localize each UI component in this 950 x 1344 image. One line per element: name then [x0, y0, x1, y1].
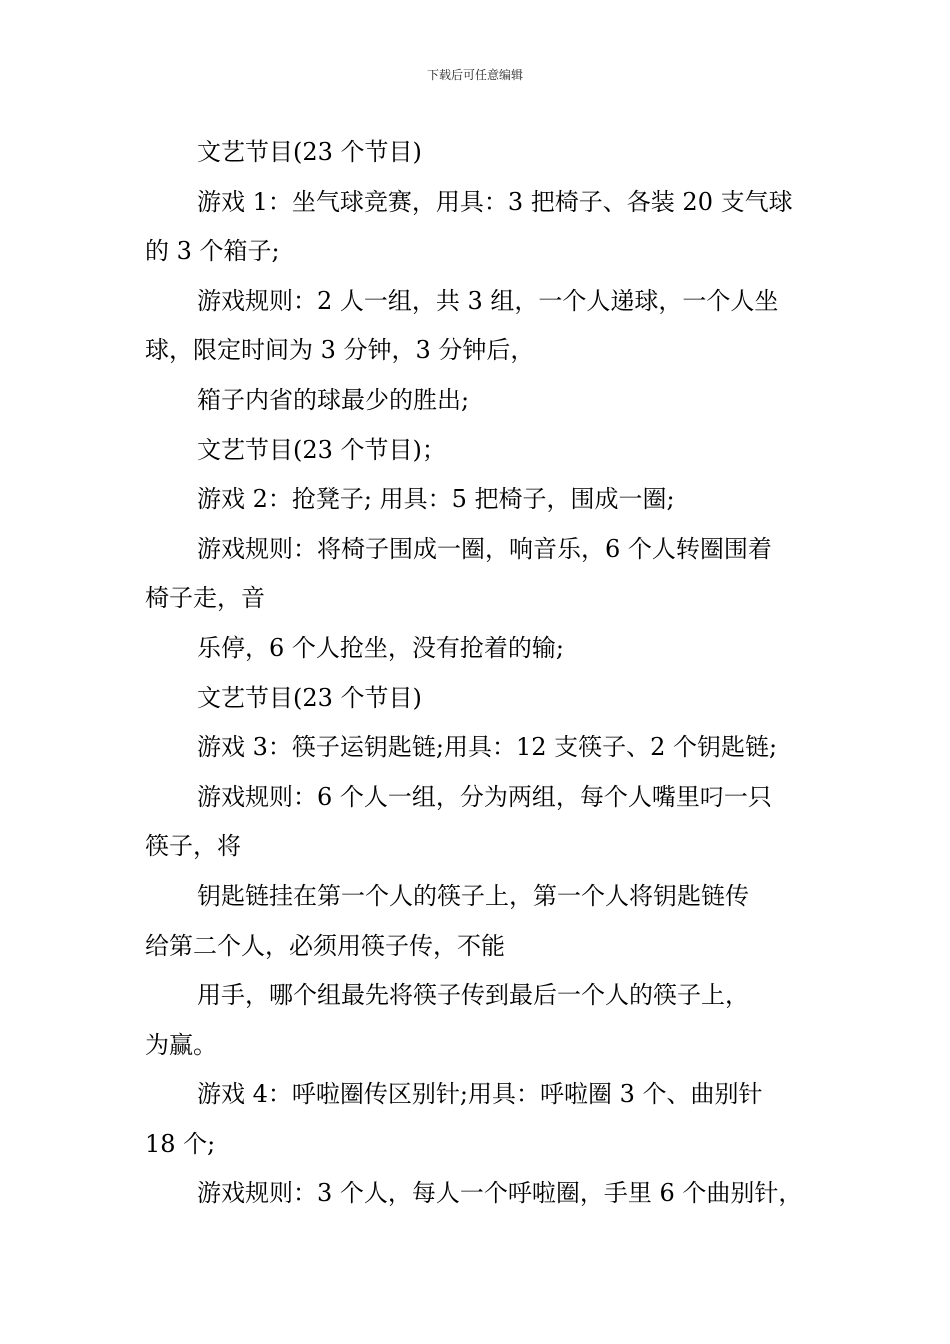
page-header: 下载后可任意编辑 [426, 68, 523, 82]
paragraph [145, 1169, 825, 1219]
paragraph [145, 475, 825, 525]
text-line: 游戏规则：2 人一组，共 3 组，一个人递球，一个人坐 [197, 286, 779, 315]
text-line: 文艺节目(23 个节目) [197, 683, 422, 712]
text-line: 游戏 4：呼啦圈传区别针;用具：呼啦圈 3 个、曲别针 [197, 1080, 763, 1109]
paragraph [145, 872, 825, 971]
paragraph [145, 376, 825, 426]
paragraph [145, 674, 825, 724]
paragraph [145, 971, 825, 1070]
paragraph [145, 773, 825, 872]
text-line: 文艺节目(23 个节目)； [197, 435, 446, 464]
text-line: 为赢。 [145, 1030, 217, 1059]
paragraph [145, 178, 825, 277]
paragraph [145, 723, 825, 773]
paragraph [145, 1070, 825, 1169]
paragraph [145, 128, 825, 178]
text-line: 游戏 1：坐气球竞赛，用具：3 把椅子、各装 20 支气球 [197, 187, 793, 216]
paragraph [145, 426, 825, 476]
text-line: 18 个; [145, 1129, 216, 1158]
text-line: 游戏 3：筷子运钥匙链;用具：12 支筷子、2 个钥匙链; [197, 733, 778, 762]
text-line: 箱子内省的球最少的胜出; [197, 385, 470, 414]
text-line: 游戏规则：将椅子围成一圈，响音乐，6 个人转圈围着 [197, 534, 772, 563]
text-line: 给第二个人，必须用筷子传，不能 [145, 931, 505, 960]
document-body [145, 128, 825, 1219]
text-line: 筷子，将 [145, 832, 241, 861]
text-line: 的 3 个箱子; [145, 237, 280, 266]
text-line: 球，限定时间为 3 分钟，3 分钟后， [145, 336, 535, 365]
text-line: 游戏 2：抢凳子; 用具：5 把椅子，围成一圈; [197, 485, 675, 514]
text-line: 用手，哪个组最先将筷子传到最后一个人的筷子上， [197, 981, 749, 1010]
text-line: 文艺节目(23 个节目) [197, 138, 422, 166]
text-line: 游戏规则：3 个人，每人一个呼啦圈，手里 6 个曲别针， [197, 1179, 803, 1208]
paragraph [145, 624, 825, 674]
paragraph [145, 525, 825, 624]
text-line: 乐停，6 个人抢坐，没有抢着的输; [197, 633, 564, 662]
paragraph [145, 277, 825, 376]
text-line: 椅子走，音 [145, 584, 265, 613]
text-line: 钥匙链挂在第一个人的筷子上，第一个人将钥匙链传 [197, 881, 749, 910]
text-line: 游戏规则：6 个人一组，分为两组，每个人嘴里叼一只 [197, 782, 772, 811]
